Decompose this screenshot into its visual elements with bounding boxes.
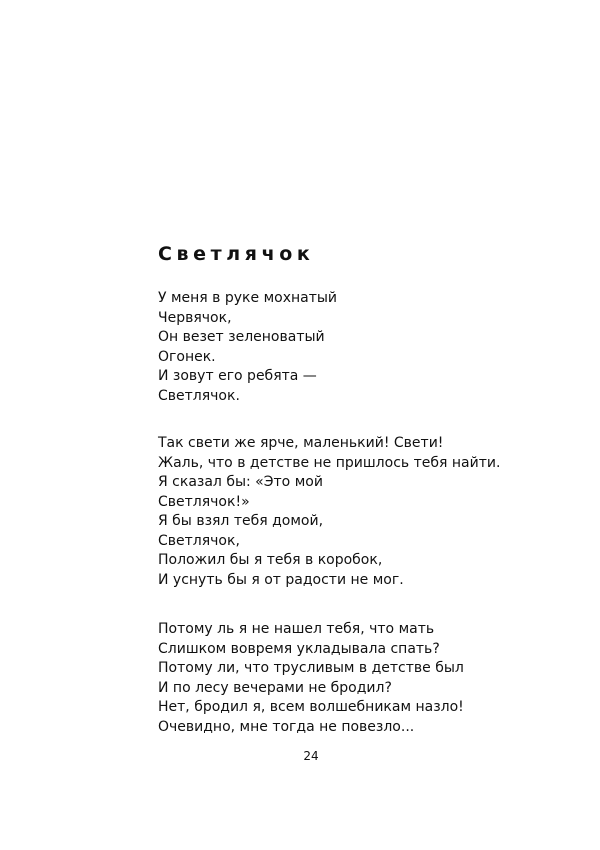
poem-title: Светлячок [158,243,315,265]
poem-line: Я бы взял тебя домой, [158,513,324,529]
poem-line: Слишком вовремя укладывала спать? [158,640,440,657]
poem-line: Потому ли, что трусливым в детстве был [158,660,464,676]
stanza-2 [158,434,500,590]
page-number: 24 [303,749,319,763]
poem-line: Светлячок, [158,532,240,549]
poem-line: И уснуть бы я от радости не мог. [158,571,404,588]
poem-line: Жаль, что в детстве не пришлось тебя найти. [158,454,501,471]
poem-line: Светлячок. [158,387,240,404]
poem-line: И зовут его ребята — [158,368,317,384]
poem-line: Очевидно, мне тогда не повезло... [158,718,415,735]
poem-line: Я сказал бы: «Это мой [158,474,323,490]
poem-line: Положил бы я тебя в коробок, [158,552,383,568]
poem-line: Он везет зеленоватый [158,329,325,345]
stanza-3 [158,620,464,737]
stanza-1 [158,289,337,406]
poem-line: Потому ль я не нашел тебя, что мать [158,621,435,637]
poem-line: Светлячок!» [158,493,250,510]
poem-line: Огонек. [158,348,216,365]
poem-line: Нет, бродил я, всем волшебникам назло! [158,699,464,715]
poem-line: И по лесу вечерами не бродил? [158,679,392,696]
poem-line: Так свети же ярче, маленький! Свети! [158,435,444,451]
poem-line: У меня в руке мохнатый [158,290,338,306]
poem-line: Червячок, [158,309,232,326]
